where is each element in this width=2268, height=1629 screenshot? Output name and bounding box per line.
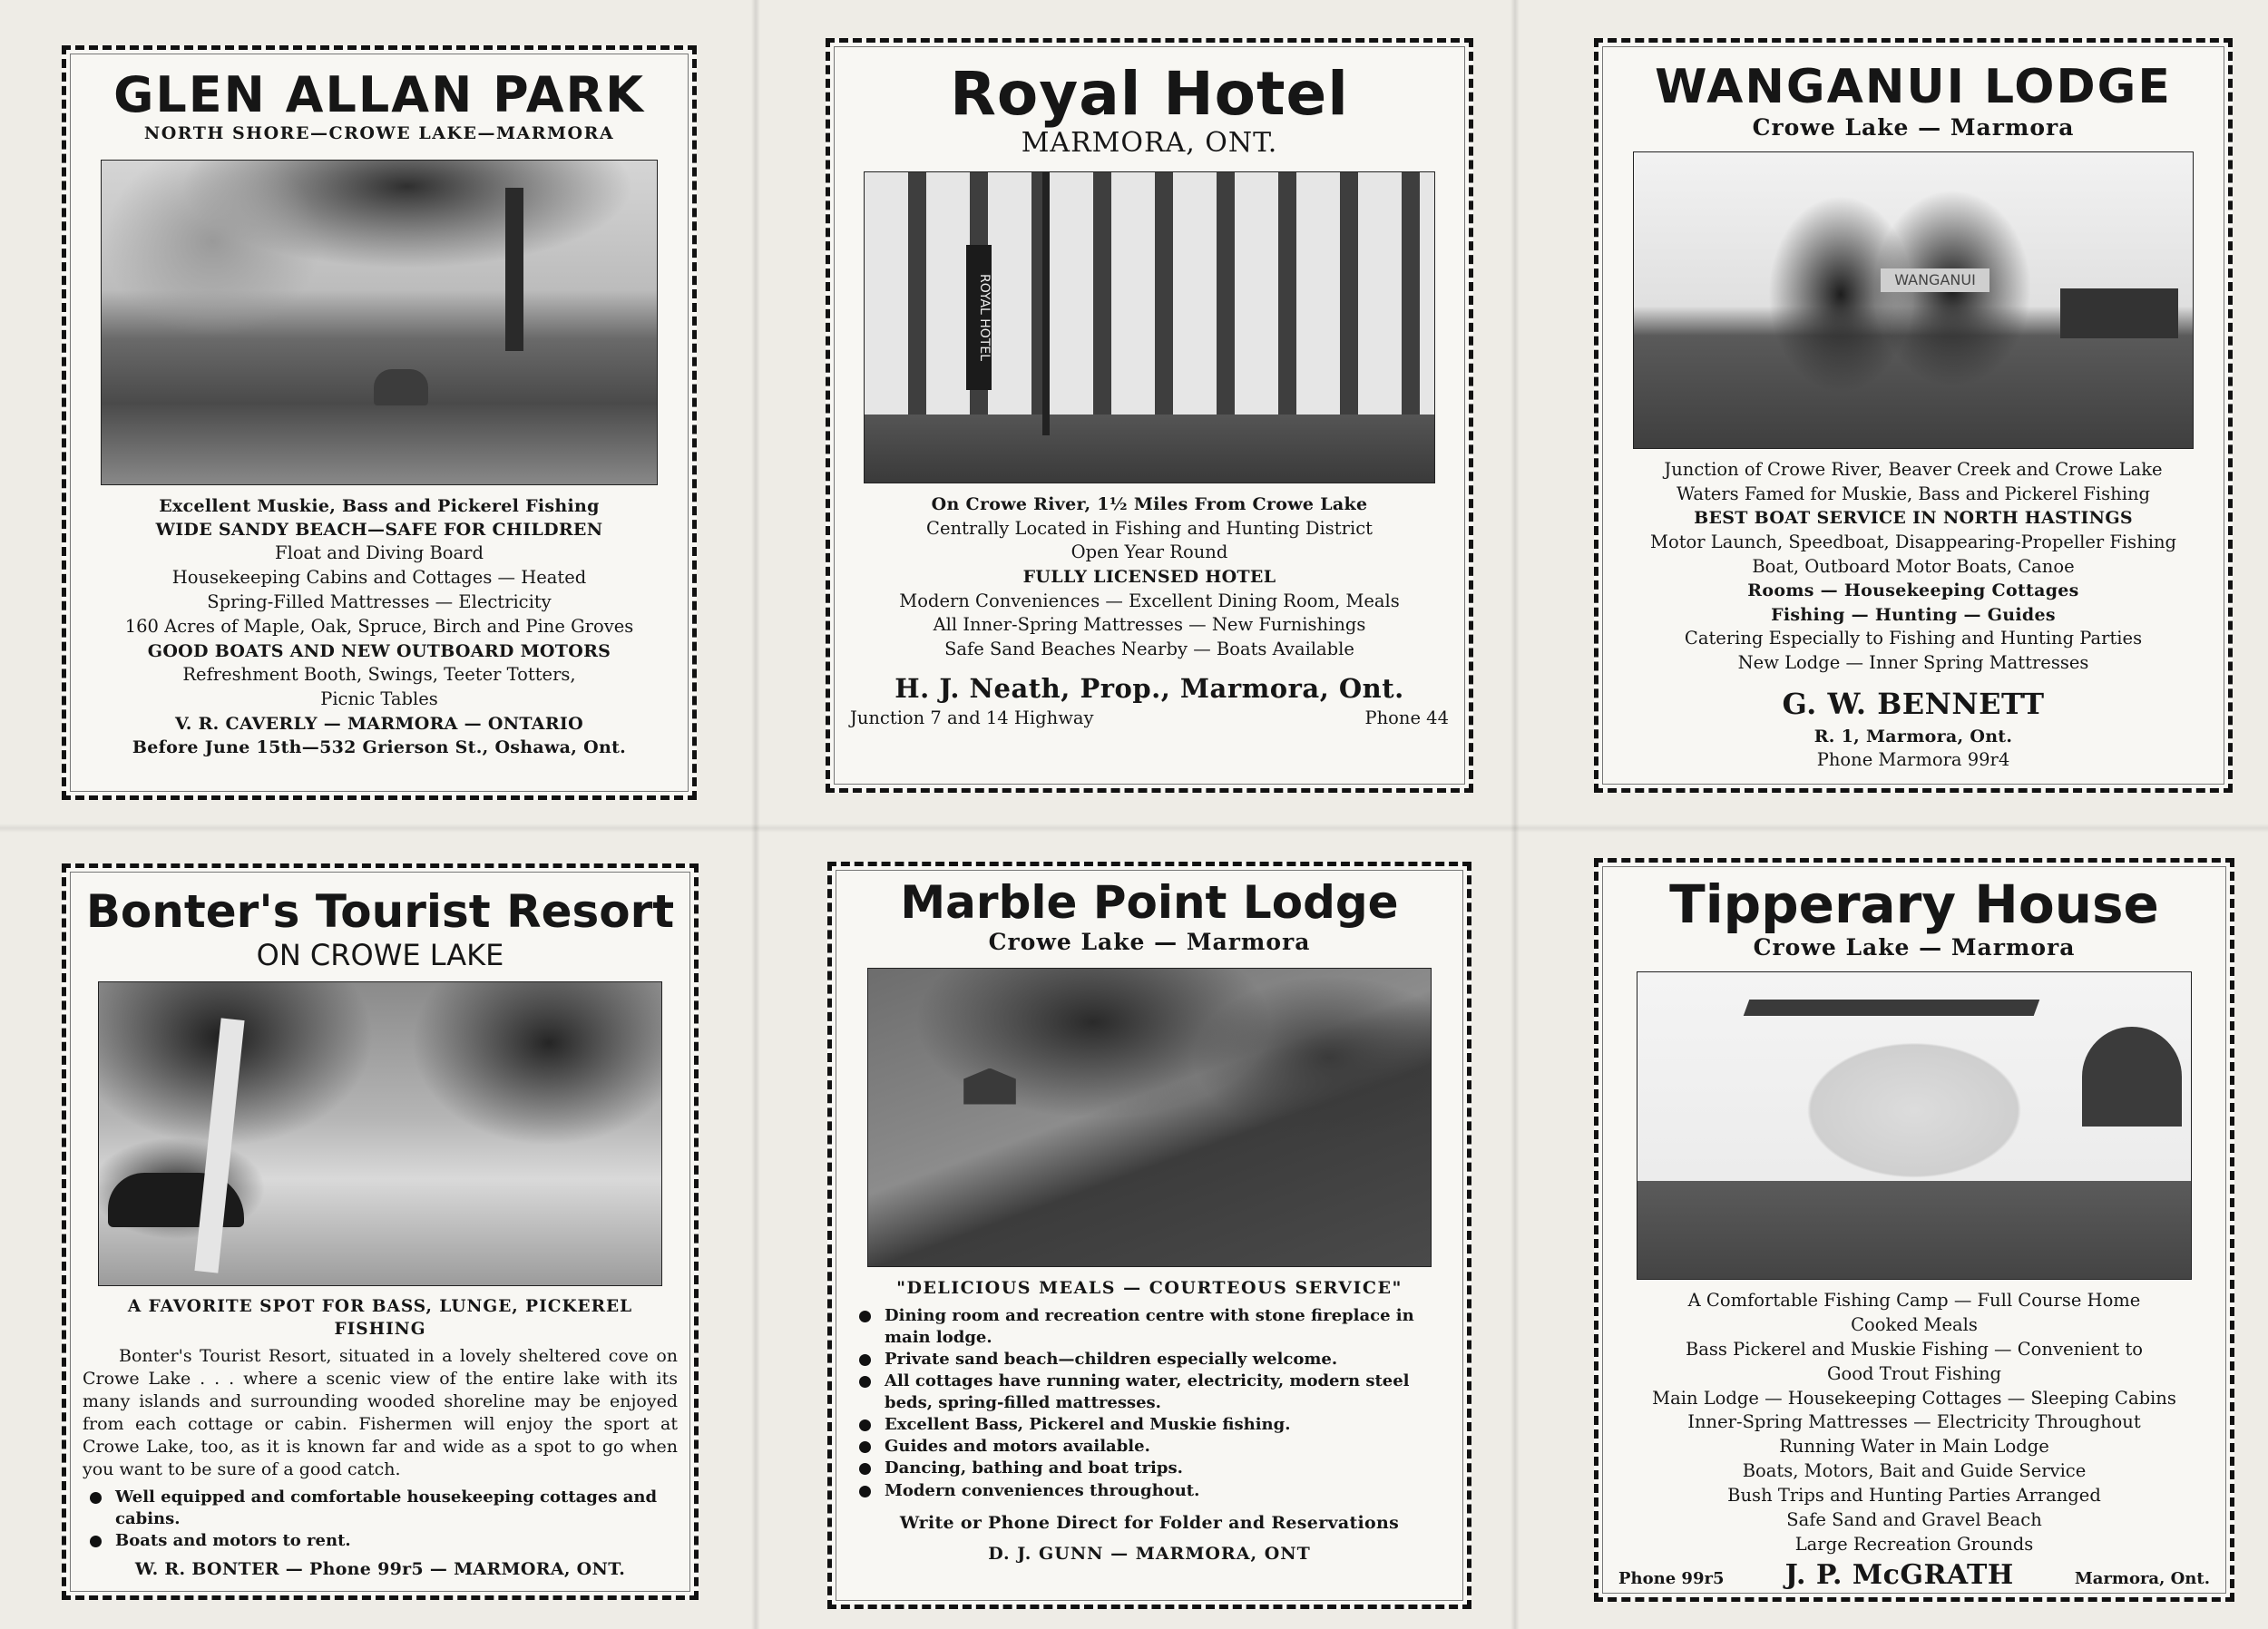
wanganui-subtitle: Crowe Lake — Marmora — [1752, 113, 2075, 141]
tipperary-line: Cooked Meals — [1851, 1313, 1978, 1335]
marble-bullet-text: Dancing, bathing and boat trips. — [885, 1458, 1183, 1478]
ad-royal-hotel — [826, 38, 1473, 793]
bonter-headline: A FAVORITE SPOT FOR BASS, LUNGE, PICKEREL FISHING — [127, 1296, 633, 1340]
bonter-paragraph: Bonter's Tourist Resort, situated in a lovely sheltered cove on Crowe Lake . . . where a scenic view of the entire lake with its many islands and surrounding wooded shoreline may be enjoyed from each cottage or cabin. Fishermen will enjoy the sport at Crowe Lake, too, as it is known far and wide as a spot to go when you want to be sure of a good catch. — [83, 1345, 678, 1479]
bullet-dot-icon — [859, 1419, 871, 1431]
royal-footer — [843, 707, 1456, 728]
royal-sign: ROYAL HOTEL — [966, 245, 992, 390]
marble-bullet-item — [854, 1458, 1445, 1479]
tipperary-location: Marmora, Ont. — [2074, 1568, 2210, 1588]
tipperary-line: Inner-Spring Mattresses — Electricity Throughout — [1687, 1411, 2141, 1433]
marble-subtitle: Crowe Lake — Marmora — [988, 928, 1311, 955]
ad-glen-allan-park — [62, 45, 697, 800]
wanganui-line: Fishing — Hunting — Guides — [1771, 604, 2056, 625]
glen-line: GOOD BOATS AND NEW OUTBOARD MOTORS — [147, 640, 611, 661]
tipperary-photo — [1637, 971, 2192, 1280]
glen-subtitle: NORTH SHORE—CROWE LAKE—MARMORA — [143, 122, 615, 143]
royal-subtitle: MARMORA, ONT. — [1021, 127, 1278, 160]
tipperary-owner: J. P. McGRATH — [1784, 1558, 2014, 1591]
marble-photo — [867, 968, 1432, 1267]
glen-line: Refreshment Booth, Swings, Teeter Totters, — [182, 663, 576, 685]
tipperary-phone: Phone 99r5 — [1618, 1568, 1725, 1588]
wanganui-line: Motor Launch, Speedboat, Disappearing-Propeller Fishing — [1649, 531, 2177, 552]
glen-line: 160 Acres of Maple, Oak, Spruce, Birch and Pine Groves — [124, 615, 634, 637]
royal-proprietor: H. J. Neath, Prop., Marmora, Ont. — [894, 673, 1404, 705]
marble-bullet-text: Excellent Bass, Pickerel and Muskie fishing. — [885, 1415, 1291, 1435]
bullet-dot-icon — [859, 1376, 871, 1388]
marble-bullet-item — [854, 1414, 1445, 1436]
marble-bullet-item — [854, 1349, 1445, 1371]
marble-bullet-item — [854, 1305, 1445, 1349]
wanganui-details — [1611, 458, 2215, 676]
royal-line: All Inner-Spring Mattresses — New Furnishings — [933, 614, 1366, 636]
royal-title: Royal Hotel — [950, 59, 1349, 129]
bullet-dot-icon — [859, 1354, 871, 1366]
royal-line: Safe Sand Beaches Nearby — Boats Available — [944, 639, 1354, 660]
marble-bullets — [845, 1305, 1454, 1502]
royal-line: On Crowe River, 1½ Miles From Crowe Lake — [931, 494, 1368, 515]
wanganui-address: R. 1, Marmora, Ont. — [1813, 726, 2013, 746]
bonter-bullet-text: Well equipped and comfortable housekeeping cottages and cabins. — [115, 1488, 658, 1529]
bonter-bullet-item — [84, 1530, 676, 1552]
tipperary-line: Large Recreation Grounds — [1794, 1533, 2034, 1555]
tipperary-subtitle: Crowe Lake — Marmora — [1753, 933, 2076, 961]
royal-footer-left: Junction 7 and 14 Highway — [850, 707, 1094, 729]
marble-bullet-text: Dining room and recreation centre with stone fireplace in main lodge. — [885, 1305, 1414, 1347]
glen-line: Picnic Tables — [320, 688, 438, 709]
royal-details — [843, 493, 1456, 662]
bullet-dot-icon — [859, 1463, 871, 1475]
bonter-subtitle: ON CROWE LAKE — [256, 937, 504, 972]
tipperary-line: Bass Pickerel and Muskie Fishing — Convenient to — [1685, 1338, 2144, 1360]
tipperary-line: Safe Sand and Gravel Beach — [1786, 1509, 2042, 1531]
bullet-dot-icon — [859, 1311, 871, 1322]
ad-bonters-tourist-resort — [62, 863, 699, 1600]
wanganui-title: WANGANUI LODGE — [1655, 60, 2172, 114]
marble-bullet-text: Private sand beach—children especially welcome. — [885, 1349, 1338, 1369]
royal-photo — [864, 171, 1435, 483]
bonter-footer: W. R. BONTER — Phone 99r5 — MARMORA, ONT. — [134, 1559, 626, 1580]
royal-line: Modern Conveniences — Excellent Dining Room, Meals — [899, 590, 1400, 611]
royal-line: Centrally Located in Fishing and Hunting District — [926, 517, 1373, 539]
glen-line: Spring-Filled Mattresses — Electricity — [207, 590, 552, 612]
glen-line: Housekeeping Cabins and Cottages — Heated — [171, 567, 587, 589]
marble-slogan: "DELICIOUS MEALS — COURTEOUS SERVICE" — [896, 1277, 1403, 1298]
tipperary-line: Good Trout Fishing — [1826, 1362, 2001, 1384]
ad-marble-point-lodge — [827, 862, 1471, 1609]
royal-footer-right: Phone 44 — [1364, 707, 1449, 729]
marble-bullet-item — [854, 1436, 1445, 1458]
wanganui-line: Waters Famed for Muskie, Bass and Pickerel Fishing — [1677, 483, 2150, 504]
tipperary-footer — [1611, 1559, 2217, 1591]
marble-bullet-item — [854, 1371, 1445, 1414]
glen-line: Before June 15th—532 Grierson St., Oshawa, Ont. — [132, 737, 627, 757]
ad-wanganui-lodge — [1594, 38, 2233, 793]
bonter-photo — [98, 981, 662, 1286]
glen-line: WIDE SANDY BEACH—SAFE FOR CHILDREN — [155, 519, 603, 540]
marble-bullet-item — [854, 1480, 1445, 1502]
wanganui-line: BEST BOAT SERVICE IN NORTH HASTINGS — [1694, 508, 2133, 529]
glen-title: GLEN ALLAN PARK — [113, 66, 645, 123]
bullet-dot-icon — [90, 1492, 102, 1504]
bonter-bullets — [79, 1487, 681, 1552]
glen-line: V. R. CAVERLY — MARMORA — ONTARIO — [175, 713, 583, 734]
marble-bullet-text: Guides and motors available. — [885, 1437, 1150, 1457]
glen-details — [79, 494, 679, 760]
wanganui-phone: Phone Marmora 99r4 — [1816, 748, 2010, 770]
wanganui-photo — [1633, 151, 2194, 449]
wanganui-sign: WANGANUI — [1881, 268, 1989, 292]
wanganui-line: Junction of Crowe River, Beaver Creek and Crowe Lake — [1664, 458, 2163, 480]
marble-contact: Write or Phone Direct for Folder and Reservations — [899, 1512, 1400, 1533]
royal-line: Open Year Round — [1070, 541, 1228, 563]
bonter-bullet-item — [84, 1487, 676, 1530]
wanganui-line: Boat, Outboard Motor Boats, Canoe — [1752, 555, 2075, 577]
bonter-bullet-text: Boats and motors to rent. — [115, 1531, 351, 1551]
tipperary-line: A Comfortable Fishing Camp — Full Course Home — [1687, 1289, 2141, 1311]
marble-title: Marble Point Lodge — [900, 876, 1399, 929]
tipperary-line: Main Lodge — Housekeeping Cottages — Sleeping Cabins — [1652, 1387, 2176, 1409]
bullet-dot-icon — [859, 1486, 871, 1497]
wanganui-line: Rooms — Housekeeping Cottages — [1747, 580, 2079, 601]
wanganui-line: New Lodge — Inner Spring Mattresses — [1737, 651, 2089, 673]
wanganui-line: Catering Especially to Fishing and Hunting Parties — [1684, 627, 2143, 649]
bullet-dot-icon — [90, 1536, 102, 1547]
bullet-dot-icon — [859, 1441, 871, 1453]
royal-line: FULLY LICENSED HOTEL — [1022, 567, 1276, 588]
ad-tipperary-house — [1594, 858, 2234, 1602]
glen-line: Excellent Muskie, Bass and Pickerel Fishing — [159, 495, 600, 516]
tipperary-line: Bush Trips and Hunting Parties Arranged — [1727, 1485, 2101, 1507]
glen-photo — [101, 160, 658, 485]
wanganui-owner: G. W. BENNETT — [1782, 686, 2045, 721]
glen-line: Float and Diving Board — [275, 542, 484, 564]
marble-owner: D. J. GUNN — MARMORA, ONT — [988, 1543, 1311, 1564]
marble-bullet-text: Modern conveniences throughout. — [885, 1480, 1200, 1500]
tipperary-details — [1611, 1289, 2217, 1557]
bonter-title: Bonter's Tourist Resort — [85, 885, 675, 938]
tipperary-line: Boats, Motors, Bait and Guide Service — [1742, 1460, 2087, 1482]
marble-bullet-text: All cottages have running water, electricity, modern steel beds, spring-filled mattresses. — [885, 1371, 1410, 1413]
tipperary-title: Tipperary House — [1669, 873, 2159, 935]
tipperary-line: Running Water in Main Lodge — [1779, 1436, 2049, 1458]
